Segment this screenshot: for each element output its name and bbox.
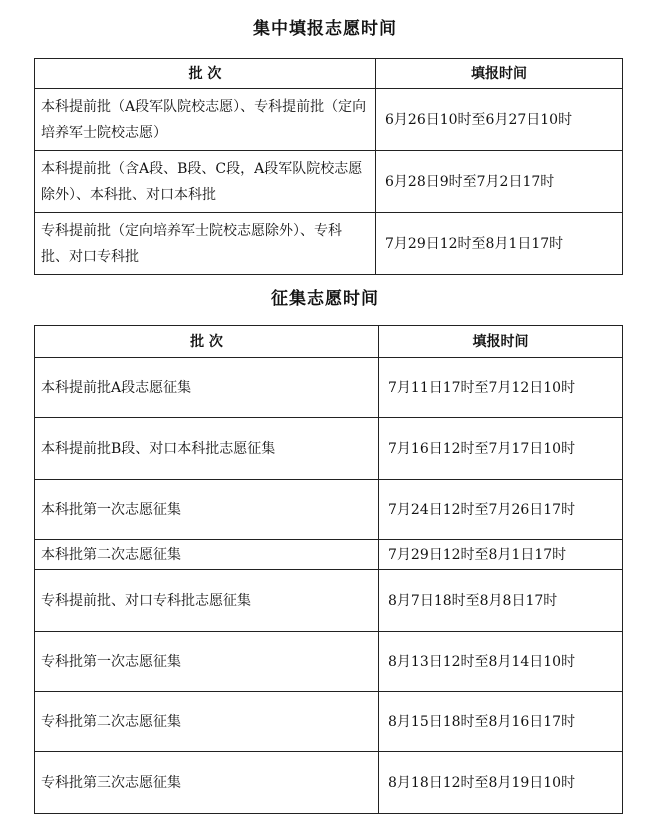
batch-cell: 专科批第三次志愿征集 bbox=[35, 752, 379, 814]
header-batch: 批 次 bbox=[35, 59, 376, 89]
batch-cell: 本科提前批B段、对口本科批志愿征集 bbox=[35, 418, 379, 480]
table-row bbox=[35, 151, 623, 213]
time-cell: 7月16日12时至7月17日10时 bbox=[379, 418, 623, 480]
section2-title: 征集志愿时间 bbox=[271, 289, 379, 309]
header-batch: 批 次 bbox=[35, 326, 379, 358]
table-row bbox=[35, 480, 623, 540]
table-row bbox=[35, 570, 623, 632]
batch-cell: 本科批第一次志愿征集 bbox=[35, 480, 379, 540]
batch-cell: 本科提前批（含A段、B段、C段，A段军队院校志愿除外）、本科批、对口本科批 bbox=[35, 151, 376, 213]
table-header-row bbox=[35, 59, 623, 89]
batch-cell: 专科提前批、对口专科批志愿征集 bbox=[35, 570, 379, 632]
time-cell: 7月11日17时至7月12日10时 bbox=[379, 358, 623, 418]
time-cell: 7月29日12时至8月1日17时 bbox=[376, 213, 623, 275]
time-cell: 7月24日12时至7月26日17时 bbox=[379, 480, 623, 540]
centralized-filing-table bbox=[34, 58, 623, 275]
time-cell: 8月7日18时至8月8日17时 bbox=[379, 570, 623, 632]
time-cell: 8月15日18时至8月16日17时 bbox=[379, 692, 623, 752]
table-row bbox=[35, 752, 623, 814]
table-row bbox=[35, 213, 623, 275]
table-header-row bbox=[35, 326, 623, 358]
table-row bbox=[35, 692, 623, 752]
header-time: 填报时间 bbox=[376, 59, 623, 89]
time-cell: 6月28日9时至7月2日17时 bbox=[376, 151, 623, 213]
table-row bbox=[35, 358, 623, 418]
time-cell: 6月26日10时至6月27日10时 bbox=[376, 89, 623, 151]
table-row bbox=[35, 540, 623, 570]
batch-cell: 专科提前批（定向培养军士院校志愿除外）、专科批、对口专科批 bbox=[35, 213, 376, 275]
time-cell: 8月13日12时至8月14日10时 bbox=[379, 632, 623, 692]
time-cell: 8月18日12时至8月19日10时 bbox=[379, 752, 623, 814]
header-time: 填报时间 bbox=[379, 326, 623, 358]
section1-title: 集中填报志愿时间 bbox=[253, 19, 397, 39]
batch-cell: 本科提前批A段志愿征集 bbox=[35, 358, 379, 418]
batch-cell: 专科批第二次志愿征集 bbox=[35, 692, 379, 752]
batch-cell: 专科批第一次志愿征集 bbox=[35, 632, 379, 692]
table-row bbox=[35, 418, 623, 480]
table-row bbox=[35, 632, 623, 692]
time-cell: 7月29日12时至8月1日17时 bbox=[379, 540, 623, 570]
batch-cell: 本科批第二次志愿征集 bbox=[35, 540, 379, 570]
table-row bbox=[35, 89, 623, 151]
batch-cell: 本科提前批（A段军队院校志愿）、专科提前批（定向培养军士院校志愿） bbox=[35, 89, 376, 151]
supplementary-filing-table bbox=[34, 325, 623, 814]
